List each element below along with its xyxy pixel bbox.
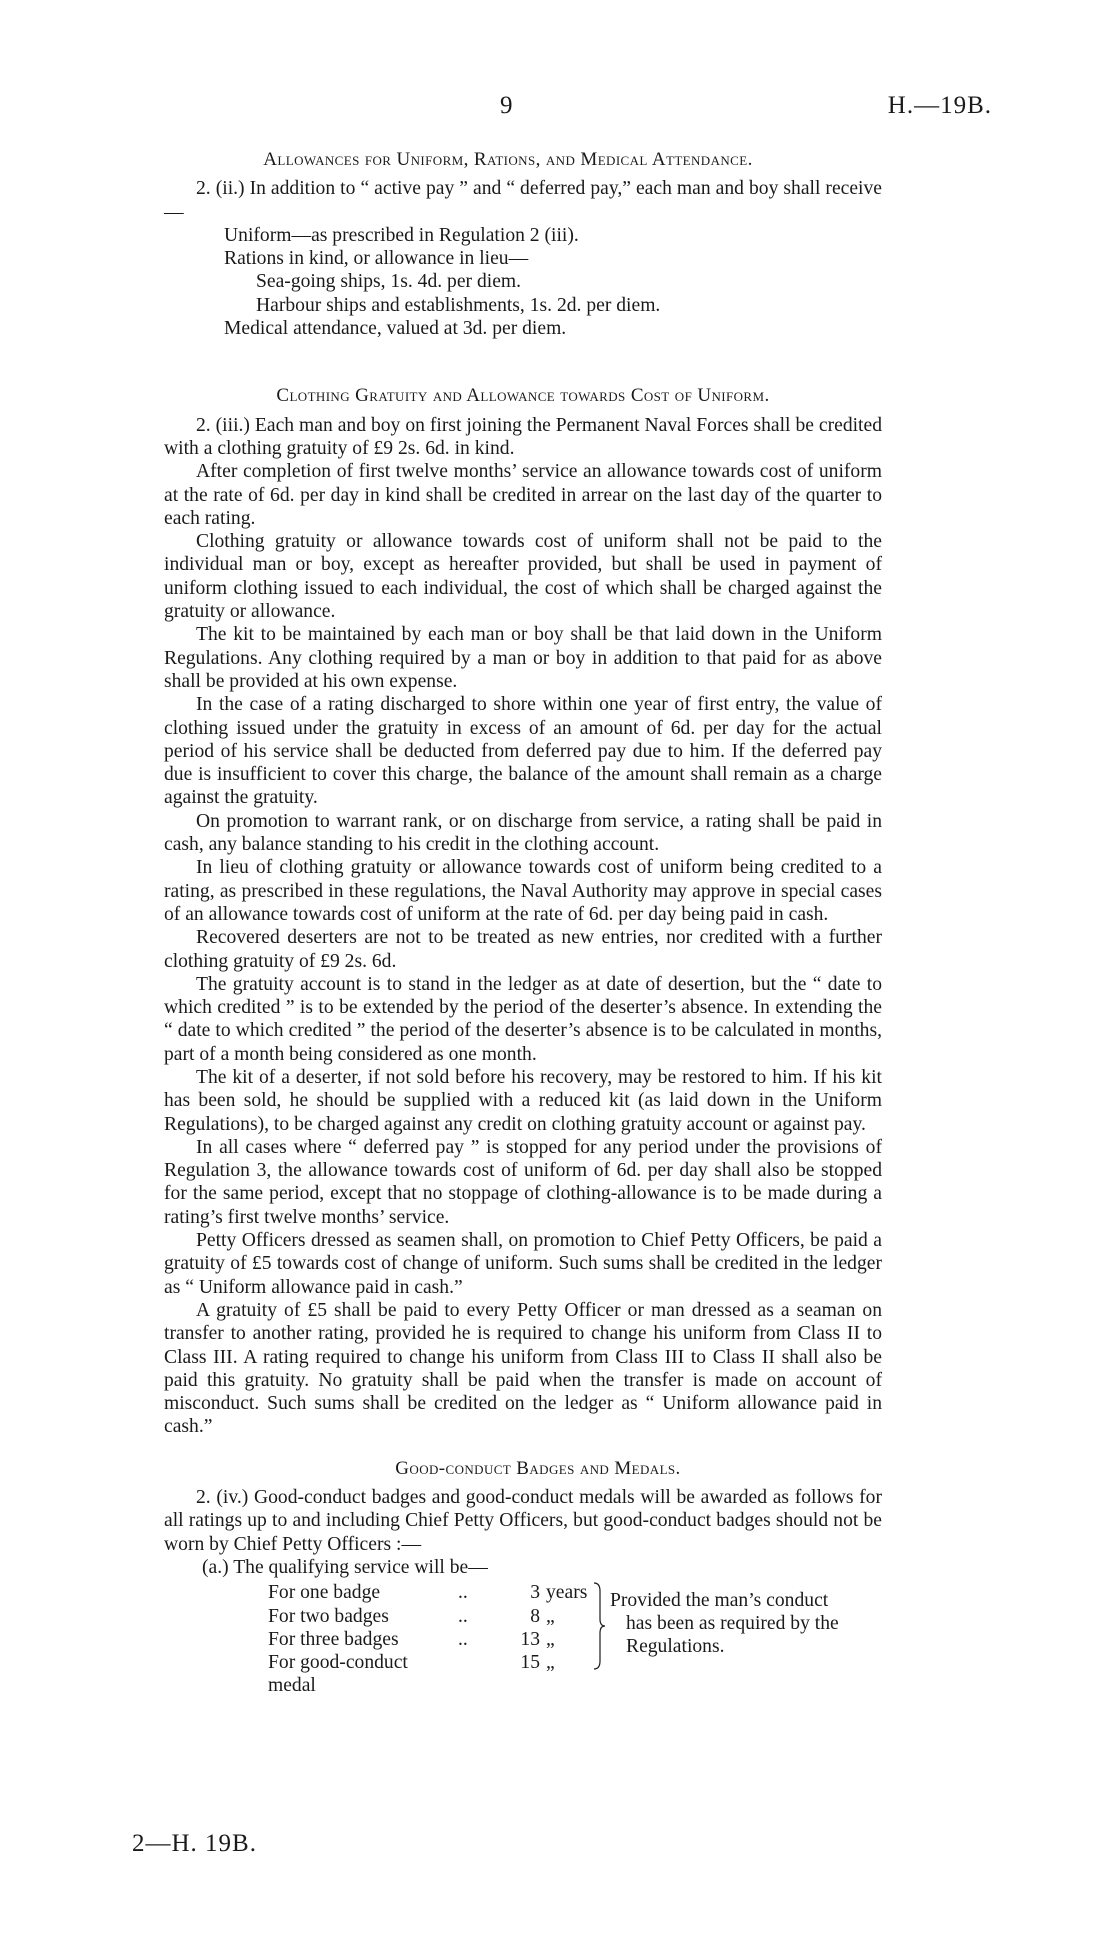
paragraph: A gratuity of £5 shall be paid to every Petty Officer or man dressed as a seaman on transfer to another rating, provided he is required to change his uniform from Class II to Class III. A rating required to change his uniform from Class III to Class II shall also be paid this gratuity. No gratuity shall be paid when the transfer is made on account of misconduct. Such sums shall be credited on the ledger as “ Uniform allowance paid in cash.”: [164, 1299, 882, 1438]
table-row: [268, 1628, 604, 1651]
allowances-intro: 2. (ii.) In addition to “ active pay ” and “ deferred pay,” each man and boy shall receive—: [164, 178, 882, 223]
row-years: 15: [520, 1652, 540, 1674]
row-unit: „: [546, 1628, 555, 1650]
conduct-proviso: [610, 1589, 890, 1658]
row-label: For one badge: [268, 1582, 381, 1604]
table-row: [268, 1651, 604, 1698]
allowances-list: [164, 224, 882, 271]
paragraph: After completion of first twelve months’ service an allowance towards cost of uniform at the rate of 6d. per day in kind shall be credited in arrear on the last day of the quarter to each rating.: [164, 461, 882, 529]
qualifying-service-block: [164, 1581, 882, 1697]
page-header: [0, 92, 1114, 122]
row-unit: „: [546, 1605, 555, 1627]
row-label: For two badges: [268, 1605, 389, 1627]
list-item: Uniform—as prescribed in Regulation 2 (iii).: [224, 224, 579, 246]
table-row: [268, 1605, 604, 1628]
paragraph: The kit of a deserter, if not sold before his recovery, may be restored to him. If his kit has been sold, he should be supplied with a reduced kit (as laid down in the Uniform Regulations), to be charged against any credit on clothing gratuity account or against pay.: [164, 1066, 882, 1135]
paragraph: Petty Officers dressed as seamen shall, on promotion to Chief Petty Officers, be paid a gratuity of £5 towards cost of change of uniform. Such sums shall be credited in the ledger as “ Uniform allowance paid in cash.”: [164, 1230, 882, 1298]
clothing-heading: Clothing Gratuity and Allowance towards Cost of Uniform.: [276, 385, 770, 407]
allowances-list-end: [164, 317, 882, 340]
table-row: [268, 1581, 604, 1604]
right-brace-icon: [592, 1581, 606, 1671]
paragraph: Clothing gratuity or allowance towards cost of uniform shall not be paid to the individual man or boy, except as hereafter provided, but shall be used in payment of uniform clothing issued to each individual, the cost of which shall be charged against the gratuity or allowance.: [164, 531, 882, 623]
row-unit: „: [546, 1652, 555, 1674]
rations-sublist: [164, 270, 882, 317]
proviso-line: has been as required by the: [626, 1613, 839, 1635]
list-item: Medical attendance, valued at 3d. per diem.: [224, 318, 567, 340]
paragraph: In the case of a rating discharged to shore within one year of first entry, the value of clothing issued under the gratuity in excess of an amount of 6d. per day for the actual period of his service shall be deducted from deferred pay due to him. If the deferred pay due is insufficient to cover this charge, the balance of the amount shall remain as a charge against the gratuity.: [164, 694, 882, 809]
row-years: 8: [530, 1605, 540, 1627]
row-unit: years: [546, 1582, 588, 1604]
allowances-heading: Allowances for Uniform, Rations, and Medical Attendance.: [263, 149, 753, 170]
paragraph: 2. (iii.) Each man and boy on first joining the Permanent Naval Forces shall be credited with a clothing gratuity of £9 2s. 6d. in kind.: [164, 414, 882, 459]
paragraph: Recovered deserters are not to be treated as new entries, nor credited with a further clothing gratuity of £9 2s. 6d.: [164, 927, 882, 972]
list-item: Harbour ships and establishments, 1s. 2d. per diem.: [256, 294, 661, 316]
paragraph: In lieu of clothing gratuity or allowance towards cost of uniform being credited to a rating, as prescribed in these regulations, the Naval Authority may approve in special cases of an allowance towards cost of uniform at the rate of 6d. per day being paid in cash.: [164, 857, 882, 925]
page-number: 9: [500, 92, 513, 119]
list-item: Sea-going ships, 1s. 4d. per diem.: [256, 271, 522, 293]
qualifying-service-label: (a.) The qualifying service will be—: [202, 1556, 488, 1578]
badges-intro: 2. (iv.) Good-conduct badges and good-conduct medals will be awarded as follows for all ratings up to and including Chief Petty Officers, but good-conduct badges should not be worn by Chief Petty Officers :—: [164, 1487, 882, 1555]
row-label: For good-conduct medal: [268, 1652, 408, 1697]
row-years: 3: [530, 1582, 540, 1604]
document-reference: H.—19B.: [887, 92, 992, 119]
row-leader: [458, 1651, 514, 1698]
paragraph: In all cases where “ deferred pay ” is stopped for any period under the provisions of Regulation 3, the allowance towards cost of uniform of 6d. per day shall also be stopped for the same period, except that no stoppage of clothing-allowance is to be made during a rating’s first twelve months’ service.: [164, 1136, 882, 1228]
row-leader: ..: [458, 1582, 468, 1604]
row-leader: ..: [458, 1605, 468, 1627]
page-body: [164, 148, 882, 1697]
row-leader: ..: [458, 1628, 468, 1650]
row-years: 13: [520, 1628, 540, 1650]
list-item: Rations in kind, or allowance in lieu—: [224, 248, 529, 270]
badges-heading: Good-conduct Badges and Medals.: [395, 1457, 681, 1479]
row-label: For three badges: [268, 1628, 399, 1650]
paragraph: On promotion to warrant rank, or on discharge from service, a rating shall be paid in cash, any balance standing to his credit in the clothing account.: [164, 810, 882, 856]
proviso-line: Provided the man’s conduct: [610, 1590, 829, 1612]
qualifying-service-table: [268, 1581, 604, 1697]
paragraph: The kit to be maintained by each man or boy shall be that laid down in the Uniform Regulations. Any clothing required by a man or boy in addition to that paid for as above shall be provided at his own expense.: [164, 624, 882, 692]
proviso-line: Regulations.: [626, 1636, 725, 1658]
paragraph: The gratuity account is to stand in the ledger as at date of desertion, but the “ date to which credited ” is to be extended by the period of the deserter’s absence. In extending the “ date to which credited ” the period of the deserter’s absence is to be calculated in months, part of a month being considered as one month.: [164, 973, 882, 1065]
signature-mark: 2—H. 19B.: [132, 1830, 257, 1857]
